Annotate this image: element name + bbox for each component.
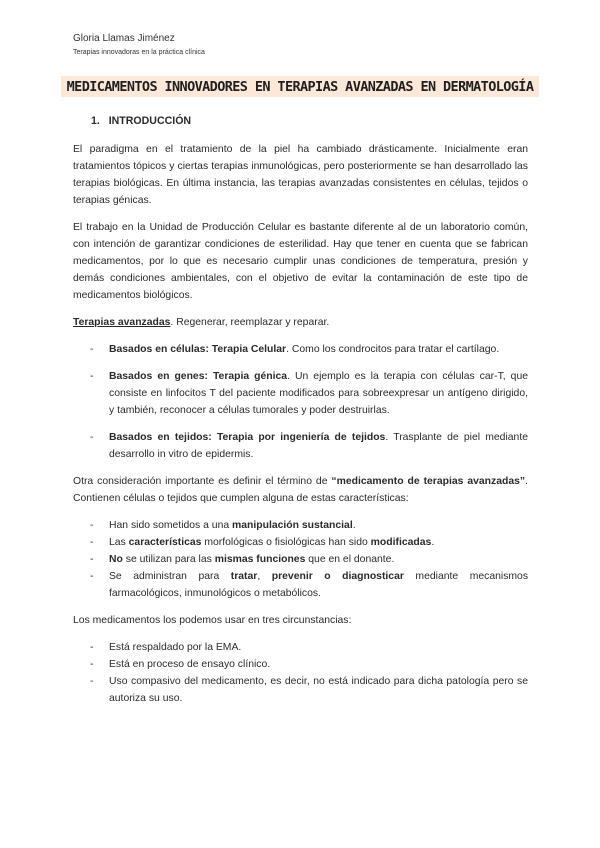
uso-intro: Los medicamentos los podemos usar en tres circunstancias: bbox=[73, 615, 352, 626]
bullet-dash: - bbox=[90, 676, 94, 687]
author-name: Gloria Llamas Jiménez bbox=[73, 33, 175, 44]
item-text: Se administran para bbox=[109, 571, 231, 582]
item-text: , bbox=[257, 571, 272, 582]
item-text: que en el donante. bbox=[305, 554, 395, 565]
paragraph-2: El trabajo en la Unidad de Producción Celular es bastante diferente al de un laboratorio común, con intención de garantizar condiciones de esterilidad. Hay que tener en cuenta que se fabrican medicamentos, por lo que es necesario cumplir unas condiciones de temperatura, presión y demás condiciones ambientales, con el objetivo de evitar la contaminación de este tipo de medicamentos biológicos. bbox=[73, 222, 528, 301]
item-bold: prevenir o diagnosticar bbox=[271, 571, 404, 582]
list-item bbox=[73, 368, 528, 419]
item-bold: manipulación sustancial bbox=[232, 520, 353, 531]
list-item bbox=[73, 429, 528, 463]
item-text: . bbox=[431, 537, 435, 548]
terapias-avanzadas-line bbox=[73, 314, 528, 331]
document-subtitle: Terapias innovadoras en la práctica clínica bbox=[73, 49, 205, 56]
item-bold: Basados en tejidos: Terapia por ingeniería de tejidos bbox=[109, 432, 386, 443]
item-text: . bbox=[352, 520, 356, 531]
item-text: Han sido sometidos a una bbox=[109, 520, 233, 531]
consideracion-term: “medicamento de terapias avanzadas” bbox=[331, 476, 526, 487]
section-title: INTRODUCCIÓN bbox=[108, 115, 192, 127]
item-bold: modificadas bbox=[370, 537, 432, 548]
item-text: se utilizan para las bbox=[122, 554, 215, 565]
bullet-dash: - bbox=[90, 432, 94, 443]
item-text: . Como los condrocitos para tratar el cartílago. bbox=[286, 344, 500, 355]
list-item bbox=[73, 656, 528, 673]
section-number: 1. bbox=[91, 115, 100, 127]
consideracion-pre: Otra consideración importante es definir el término de bbox=[73, 476, 332, 487]
title-container bbox=[0, 76, 600, 97]
bullet-dash: - bbox=[90, 344, 94, 355]
bullet-dash: - bbox=[90, 371, 94, 382]
document-title: MEDICAMENTOS INNOVADORES EN TERAPIAS AVANZADAS EN DERMATOLOGÍA bbox=[61, 76, 540, 97]
list-item bbox=[73, 517, 528, 534]
list-item bbox=[73, 534, 528, 551]
item-bold: No bbox=[109, 554, 123, 565]
item-text: mediante mecanismos farmacológicos, inmunológicos o metabólicos. bbox=[109, 571, 529, 599]
item-bold: Basados en genes: Terapia génica bbox=[109, 371, 288, 382]
item-bold: mismas funciones bbox=[214, 554, 306, 565]
list-item bbox=[73, 673, 528, 707]
bullet-dash: - bbox=[90, 642, 94, 653]
list-item bbox=[73, 341, 528, 358]
document-body bbox=[73, 113, 528, 717]
terapias-list bbox=[73, 341, 528, 463]
paragraph-1: El paradigma en el tratamiento de la piel ha cambiado drásticamente. Inicialmente eran tratamientos tópicos y ciertas terapias inmunológicas, pero posteriormente se han desarrollado las terapias biológicas. En última instancia, las terapias avanzadas consistentes en células, tejidos o terapias génicas. bbox=[73, 144, 528, 206]
bullet-dash: - bbox=[90, 554, 94, 565]
item-text: . Trasplante de piel mediante desarrollo in vitro de epidermis. bbox=[109, 432, 528, 460]
bullet-dash: - bbox=[90, 659, 94, 670]
terapias-label: Terapias avanzadas bbox=[73, 317, 171, 328]
item-text: morfológicas o fisiológicas han sido bbox=[201, 537, 371, 548]
item-text: Está en proceso de ensayo clínico. bbox=[109, 659, 271, 670]
item-text: Uso compasivo del medicamento, es decir, no está indicado para dicha patología pero se autoriza su uso. bbox=[109, 676, 528, 704]
bullet-dash: - bbox=[90, 520, 94, 531]
page-header bbox=[73, 33, 205, 58]
bullet-dash: - bbox=[90, 571, 94, 582]
list-item bbox=[73, 551, 528, 568]
item-text: Las bbox=[109, 537, 129, 548]
item-text: Está respaldado por la EMA. bbox=[109, 642, 242, 653]
consideracion-post: . Contienen células o tejidos que cumplen alguna de estas características: bbox=[73, 476, 528, 504]
consideracion-paragraph bbox=[73, 473, 528, 507]
caracteristicas-list bbox=[73, 517, 528, 602]
bullet-dash: - bbox=[90, 537, 94, 548]
item-bold: características bbox=[128, 537, 202, 548]
item-text: . Un ejemplo es la terapia con células car-T, que consiste en linfocitos T del paciente modificados para sobreexpresar un antígeno dirigido, y también, reconocer a células tumorales y poder destruirlas. bbox=[109, 371, 528, 416]
section-heading bbox=[91, 113, 528, 130]
item-bold: Basados en células: Terapia Celular bbox=[109, 344, 287, 355]
uso-list bbox=[73, 639, 528, 707]
terapias-text: . Regenerar, reemplazar y reparar. bbox=[170, 317, 330, 328]
item-bold: tratar bbox=[230, 571, 258, 582]
list-item bbox=[73, 639, 528, 656]
list-item bbox=[73, 568, 528, 602]
